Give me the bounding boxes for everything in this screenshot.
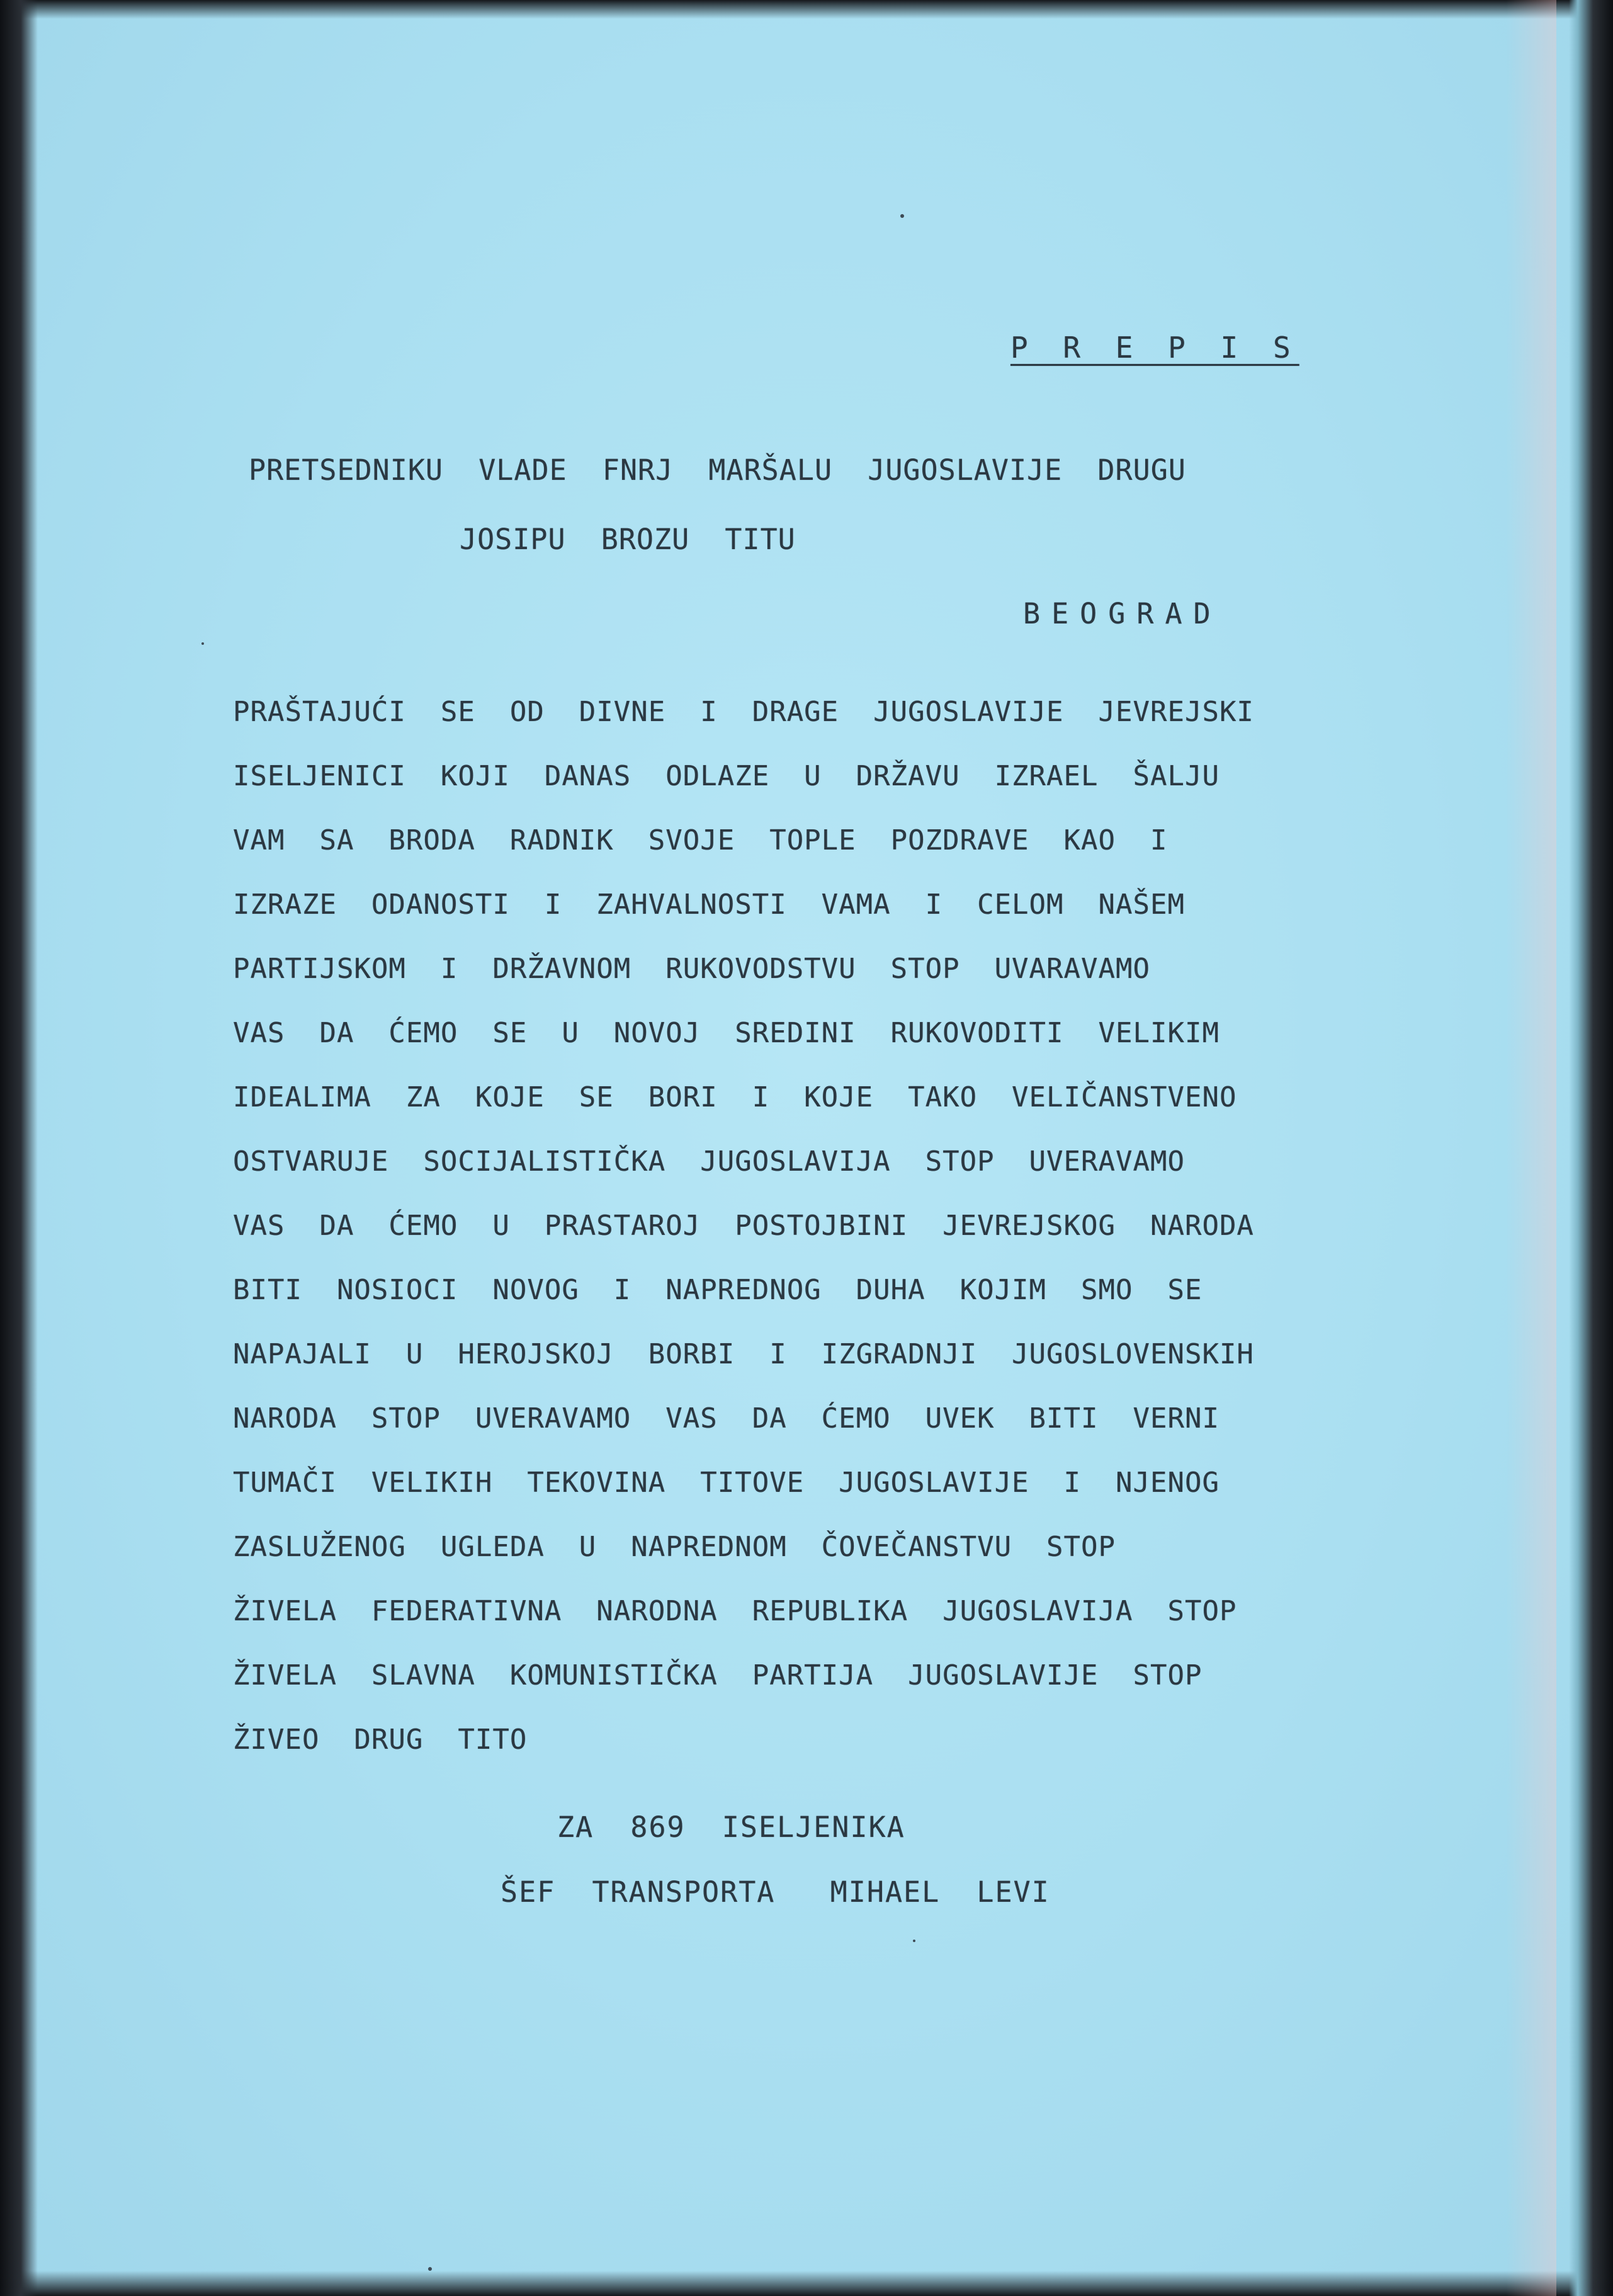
ink-speck [913,1940,915,1942]
scan-edge-bottom [0,2271,1613,2296]
body-line: NAPAJALI U HEROJSKOJ BORBI I IZGRADNJI JUGOSLOVENSKIH [233,1338,1254,1370]
scan-edge-left [0,0,38,2296]
ink-speck [428,2267,432,2271]
scan-edge-top [0,0,1613,19]
recipient-city: BEOGRAD [1023,597,1222,630]
scan-edge-right [1569,0,1613,2296]
body-line: PARTIJSKOM I DRŽAVNOM RUKOVODSTVU STOP UVARAVAMO [233,953,1150,985]
recipient-line-1: PRETSEDNIKU VLADE FNRJ MARŠALU JUGOSLAVIJE DRUGU [249,453,1186,487]
body-line: IZRAZE ODANOSTI I ZAHVALNOSTI VAMA I CELOM NAŠEM [233,889,1185,921]
body-line: ISELJENICI KOJI DANAS ODLAZE U DRŽAVU IZRAEL ŠALJU [233,760,1220,792]
ink-speck [900,214,904,218]
telegram-body [233,680,1254,1772]
signature-count-line: ZA 869 ISELJENIKA [557,1810,905,1844]
body-line: BITI NOSIOCI NOVOG I NAPREDNOG DUHA KOJIM SMO SE [233,1274,1203,1306]
body-line: TUMAČI VELIKIH TEKOVINA TITOVE JUGOSLAVIJE I NJENOG [233,1467,1220,1499]
paper-stain [1506,0,1556,2296]
body-line: IDEALIMA ZA KOJE SE BORI I KOJE TAKO VELIČANSTVENO [233,1081,1237,1113]
body-line: PRAŠTAJUĆI SE OD DIVNE I DRAGE JUGOSLAVIJE JEVREJSKI [233,696,1254,728]
body-line: VAS DA ĆEMO U PRASTAROJ POSTOJBINI JEVREJSKOG NARODA [233,1210,1254,1242]
recipient-line-2: JOSIPU BROZU TITU [460,523,796,556]
body-line: VAS DA ĆEMO SE U NOVOJ SREDINI RUKOVODITI VELIKIM [233,1017,1220,1049]
signature-name-line: ŠEF TRANSPORTA MIHAEL LEVI [501,1875,1050,1909]
body-line: VAM SA BRODA RADNIK SVOJE TOPLE POZDRAVE KAO I [233,824,1168,856]
body-line: OSTVARUJE SOCIJALISTIČKA JUGOSLAVIJA STOP UVERAVAMO [233,1145,1185,1178]
ink-speck [201,642,204,645]
body-line: ZASLUŽENOG UGLEDA U NAPREDNOM ČOVEČANSTVU STOP [233,1531,1116,1563]
body-line: ŽIVEO DRUG TITO [233,1724,528,1756]
document-heading: P R E P I S [1010,331,1299,365]
body-line: ŽIVELA FEDERATIVNA NARODNA REPUBLIKA JUGOSLAVIJA STOP [233,1595,1237,1627]
body-line: NARODA STOP UVERAVAMO VAS DA ĆEMO UVEK BITI VERNI [233,1402,1220,1435]
body-line: ŽIVELA SLAVNA KOMUNISTIČKA PARTIJA JUGOSLAVIJE STOP [233,1659,1203,1691]
